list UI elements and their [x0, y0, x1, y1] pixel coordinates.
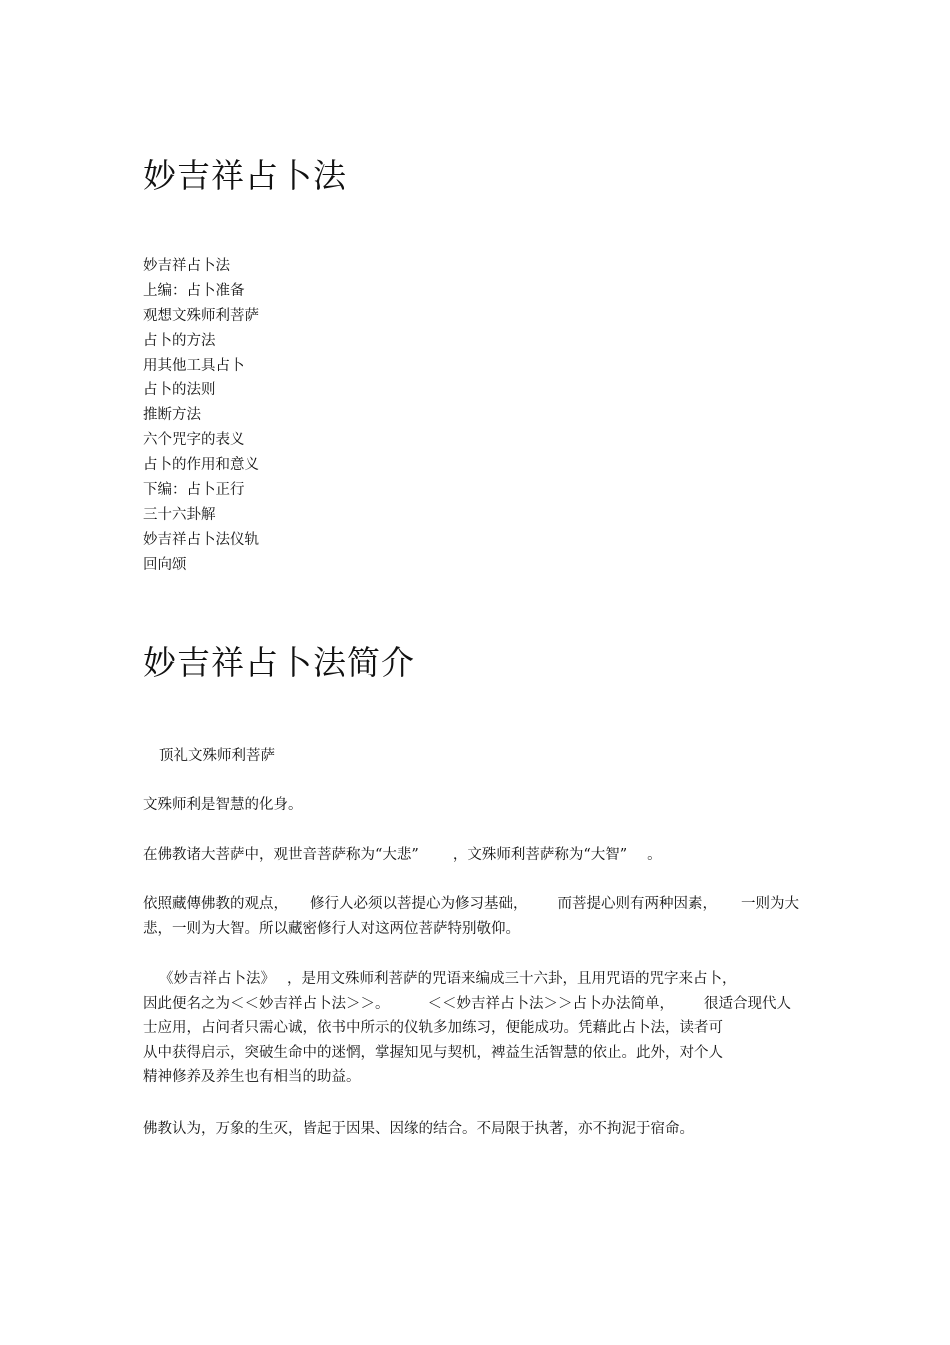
- text-line: 悲，一则为大智。所以藏密修行人对这两位菩萨特别敬仰。: [143, 920, 520, 937]
- toc-item[interactable]: 下编：占卜正行: [143, 482, 245, 499]
- toc-item[interactable]: 上编：占卜准备: [143, 282, 245, 299]
- toc-item[interactable]: 妙吉祥占卜法: [143, 258, 230, 274]
- toc-item[interactable]: 占卜的作用和意义: [143, 457, 259, 474]
- toc-item[interactable]: 三十六卦解: [143, 506, 216, 523]
- toc-item[interactable]: 妙吉祥占卜法仪轨: [143, 531, 259, 548]
- toc-item[interactable]: 观想文殊师利菩萨: [143, 307, 259, 324]
- text-line: 依照藏傳佛教的观点， 修行人必须以菩提心为修习基础， 而菩提心则有两种因素， 一则为大: [143, 896, 799, 912]
- paragraph: 文殊师利是智慧的化身。: [143, 797, 303, 813]
- paragraph: [143, 967, 791, 1090]
- section-title: 妙吉祥占卜法简介: [143, 643, 415, 682]
- toc-item[interactable]: 推断方法: [143, 407, 201, 424]
- paragraph: 佛教认为，万象的生灭，皆起于因果、因缘的结合。不局限于执著，亦不拘泥于宿命。: [143, 1121, 694, 1137]
- paragraph: [143, 892, 799, 941]
- toc-item[interactable]: 回向颂: [143, 556, 187, 573]
- text-line: 《妙吉祥占卜法》 ，是用文殊师利菩萨的咒语来编成三十六卦，且用咒语的咒字来占卜，: [159, 971, 737, 987]
- text-line: 从中获得启示，突破生命中的迷惘，掌握知见与契机，裨益生活智慧的依止。此外，对个人: [143, 1044, 723, 1061]
- toc-item[interactable]: 六个咒字的表义: [143, 432, 245, 449]
- toc-item[interactable]: 用其他工具占卜: [143, 357, 245, 374]
- homage-line: 顶礼文殊师利菩萨: [159, 748, 275, 764]
- paragraph: 在佛教诸大菩萨中，观世音菩萨称为“大悲” ，文殊师利菩萨称为“大智” 。: [143, 847, 662, 863]
- text-line: 精神修养及养生也有相当的助益。: [143, 1069, 361, 1086]
- page-title: 妙吉祥占卜法: [143, 156, 347, 195]
- toc-item[interactable]: 占卜的方法: [143, 332, 216, 349]
- text-line: 士应用，占问者只需心诚，依书中所示的仪轨多加练习，便能成功。凭藉此占卜法，读者可: [143, 1020, 723, 1037]
- table-of-contents: [143, 254, 259, 578]
- text-line: 因此便名之为＜＜妙吉祥占卜法＞＞。 ＜＜妙吉祥占卜法＞＞占卜办法简单， 很适合现代人: [143, 995, 791, 1012]
- toc-item[interactable]: 占卜的法则: [143, 382, 216, 399]
